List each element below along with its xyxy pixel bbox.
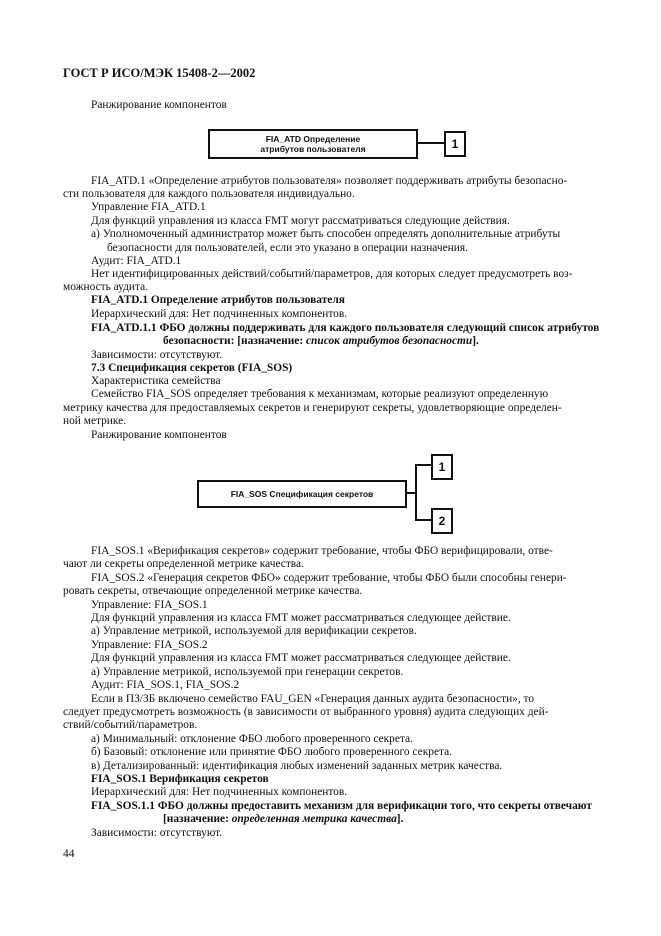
text-line: Для функций управления из класса FMT может рассматриваться следующее действие. <box>91 652 511 664</box>
text-line: Аудит: FIA_SOS.1, FIA_SOS.2 <box>91 679 240 691</box>
text-line: ной метрике. <box>63 415 127 427</box>
text-line: Иерархический для: Нет подчиненных компонентов. <box>91 786 348 798</box>
text-line: следует предусмотреть возможность (в зависимости от выбранного уровня) аудита следующих дей- <box>63 706 549 718</box>
page-number: 44 <box>63 848 75 860</box>
text-line: Управление: FIA_SOS.1 <box>91 599 208 611</box>
text-line: FIA_SOS.2 «Генерация секретов ФБО» содержит требование, чтобы ФБО были способны генери- <box>91 572 567 584</box>
text-line: Зависимости: отсутствуют. <box>91 827 223 839</box>
text-line: Нет идентифицированных действий/событий/параметров, для которых следует предусмотреть воз- <box>91 268 573 280</box>
text-line: Семейство FIA_SOS определяет требования к механизмам, которые реализуют определенную <box>91 388 549 400</box>
diagram-connector <box>416 142 444 144</box>
component-1-box: 1 <box>444 131 466 157</box>
component-2-box: 2 <box>431 508 453 534</box>
document-header: ГОСТ Р ИСО/МЭК 15408-2—2002 <box>63 66 256 80</box>
text-line: Для функций управления из класса FMT могут рассматриваться следующие действия. <box>91 215 510 227</box>
text-line: Управление FIA_ATD.1 <box>91 201 206 213</box>
assignment-text: определенная метрика качества <box>231 813 397 825</box>
text-line: сти пользователя для каждого пользователя индивидуально. <box>63 188 355 200</box>
requirement-text <box>163 335 479 348</box>
text-line: Иерархический для: Нет подчиненных компонентов. <box>91 308 348 320</box>
text-line: Если в ПЗ/ЗБ включено семейство FAU_GEN «Генерация данных аудита безопасности», то <box>91 693 535 705</box>
text-line: Характеристика семейства <box>91 375 221 387</box>
assignment-text: список атрибутов безопасности <box>305 335 473 347</box>
section-title: FIA_ATD.1 Определение атрибутов пользователя <box>91 294 345 306</box>
text-line: FIA_SOS.1 «Верификация секретов» содержит требование, чтобы ФБО верифицировали, отве- <box>91 545 553 557</box>
requirement-text <box>163 813 403 826</box>
text-line: Для функций управления из класса FMT может рассматриваться следующее действие. <box>91 612 511 624</box>
requirement-text-part: безопасности: [назначение: <box>163 335 306 347</box>
text-line: Ранжирование компонентов <box>91 99 227 111</box>
text-line: а) Уполномоченный администратор может быть способен определять дополнительные атрибуты <box>91 228 561 240</box>
diagram-connector <box>415 519 431 521</box>
requirement-text-part: [назначение: <box>163 813 232 825</box>
diagram-connector <box>415 464 431 466</box>
fia-sos-box-label: FIA_SOS Спецификация секретов <box>230 489 374 499</box>
section-heading: 7.3 Спецификация секретов (FIA_SOS) <box>91 362 293 374</box>
fia-sos-component-box <box>197 480 407 508</box>
text-line: безопасности для пользователей, если это указано в операции назначения. <box>107 242 468 254</box>
text-line: б) Базовый: отклонение или принятие ФБО любого проверенного секрета. <box>91 746 453 758</box>
text-line: а) Управление метрикой, используемой при генерации секретов. <box>91 666 404 678</box>
component-1-box: 1 <box>431 454 453 480</box>
diagram-connector <box>415 464 417 520</box>
text-line: Ранжирование компонентов <box>91 429 227 441</box>
text-line: ровать секреты, отвечающие определенной метрике качества. <box>63 585 363 597</box>
text-line: FIA_ATD.1 «Определение атрибутов пользователя» позволяет поддерживать атрибуты безопасно- <box>91 175 568 187</box>
fia-atd-box-label: FIA_ATD Определение атрибутов пользователя <box>260 134 366 154</box>
text-line: ствий/событий/параметров. <box>63 719 198 731</box>
text-line: Зависимости: отсутствуют. <box>91 349 223 361</box>
text-line: метрику качества для предоставляемых секретов и генерируют секреты, удовлетворяющие определен- <box>63 402 562 414</box>
requirement-text-part: ]. <box>396 813 404 825</box>
text-line: Аудит: FIA_ATD.1 <box>91 255 182 267</box>
text-line: в) Детализированный: идентификация любых изменений заданных метрик качества. <box>91 760 503 772</box>
requirement-text-part: ]. <box>472 335 479 347</box>
text-line: а) Минимальный: отклонение ФБО любого проверенного секрета. <box>91 733 413 745</box>
text-line: чают ли секреты определенной метрике качества. <box>63 558 304 570</box>
text-line: а) Управление метрикой, используемой для верификации секретов. <box>91 625 417 637</box>
text-line: можность аудита. <box>63 281 149 293</box>
section-title: FIA_SOS.1 Верификация секретов <box>91 773 269 785</box>
requirement-text: FIA_SOS.1.1 ФБО должны предоставить механизм для верификации того, что секреты отвечают <box>91 800 592 812</box>
requirement-text: FIA_ATD.1.1 ФБО должны поддерживать для каждого пользователя следующий список атрибутов <box>91 322 600 334</box>
text-line: Управление: FIA_SOS.2 <box>91 639 208 651</box>
fia-atd-component-box <box>208 129 418 159</box>
